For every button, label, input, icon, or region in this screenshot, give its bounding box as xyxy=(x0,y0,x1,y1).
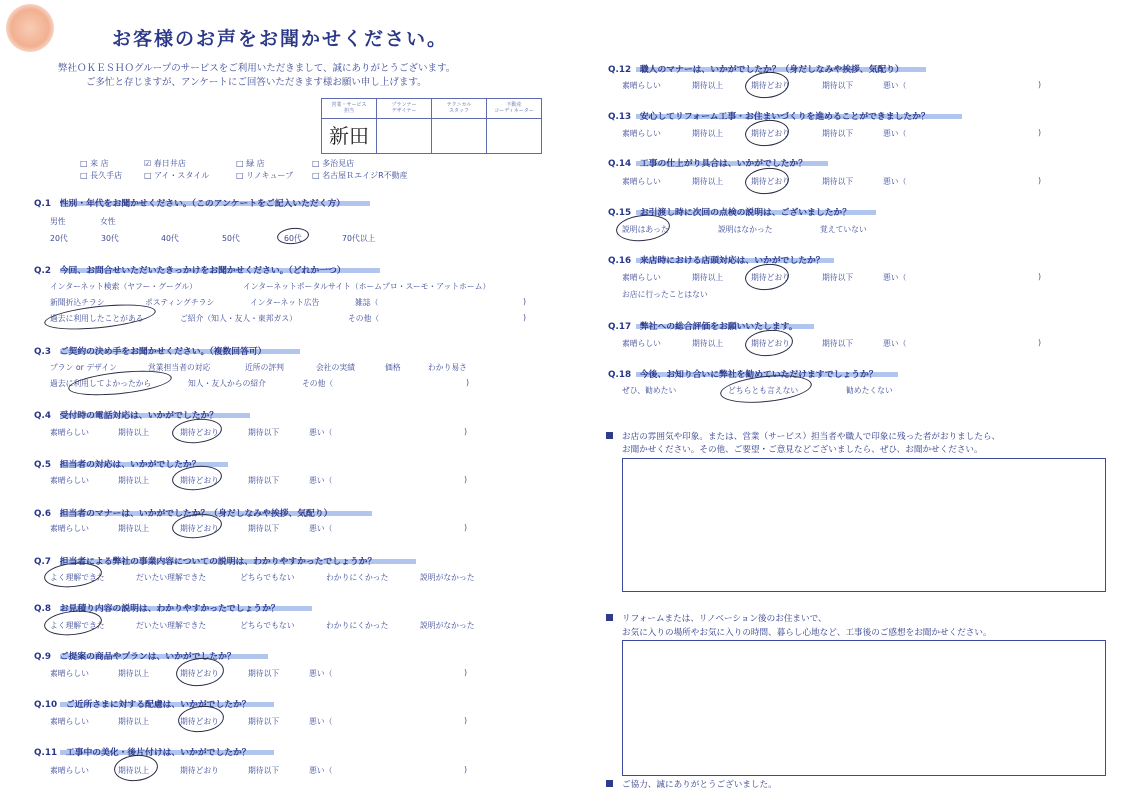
q15-option-not-explained[interactable]: 説明はなかった xyxy=(718,225,773,234)
q10-option-bad[interactable]: 悪い（ xyxy=(309,717,333,726)
staff-header-planner: プランナー デザイナー xyxy=(377,99,432,119)
q8-label: Q.8 お見積り内容の説明は、わかりやすかったでしょうか？ xyxy=(34,604,280,614)
q14-option-expected[interactable]: 期待どおり xyxy=(751,177,790,186)
q5-option-above[interactable]: 期待以上 xyxy=(118,476,150,485)
q4-option-bad[interactable]: 悪い（ xyxy=(309,428,333,437)
q17-label: Q.17 弊社への総合評価をお願いいたします。 xyxy=(608,322,798,332)
q2-option-other[interactable]: その他（ xyxy=(348,314,380,323)
q5-label: Q.5 担当者の対応は、いかがでしたか？ xyxy=(34,460,201,470)
q8-option-none[interactable]: 説明がなかった xyxy=(420,621,475,630)
q3-option-price[interactable]: 価格 xyxy=(385,363,401,372)
store-checkbox-visit[interactable]: □ 来 店 xyxy=(80,159,109,168)
store-label: アイ・スタイル xyxy=(154,171,210,180)
q6-option-expected[interactable]: 期待どおり xyxy=(180,524,219,533)
q11-option-expected[interactable]: 期待どおり xyxy=(180,766,219,775)
q3-option-other[interactable]: その他（ xyxy=(302,379,334,388)
q1-option-30s[interactable]: 30代 xyxy=(101,234,119,243)
answer-circle xyxy=(744,328,794,359)
q3-option-sales[interactable]: 営業担当者の対応 xyxy=(148,363,211,372)
q3-option-plan[interactable]: プラン or デザイン xyxy=(50,363,117,372)
comment1-prompt-line1: お店の雰囲気や印象。または、営業（サービス）担当者や職人で印象に残った者がおりましたら、 xyxy=(622,432,1001,442)
q10-option-below[interactable]: 期待以下 xyxy=(248,717,280,726)
q1-option-70s-plus[interactable]: 70代以上 xyxy=(342,234,376,243)
q12-option-above[interactable]: 期待以上 xyxy=(692,81,724,90)
q9-label: Q.9 ご提案の商品やプランは、いかがでしたか？ xyxy=(34,652,236,662)
q8-option-understood[interactable]: よく理解できた xyxy=(50,621,105,630)
q6-paren-close: ) xyxy=(464,523,468,532)
q5-option-bad[interactable]: 悪い（ xyxy=(309,476,333,485)
q9-option-below[interactable]: 期待以下 xyxy=(248,669,280,678)
q16-option-below[interactable]: 期待以下 xyxy=(822,273,854,282)
q13-paren-close: ) xyxy=(1038,128,1042,137)
q1-option-female[interactable]: 女性 xyxy=(100,217,116,226)
q8-option-neutral[interactable]: どちらでもない xyxy=(240,621,295,630)
store-checkbox-midori[interactable]: □ 緑 店 xyxy=(236,159,265,168)
q6-option-excellent[interactable]: 素晴らしい xyxy=(50,524,89,533)
q18-option-not-recommend[interactable]: 勧めたくない xyxy=(846,386,893,395)
q1-option-20s[interactable]: 20代 xyxy=(50,234,68,243)
q2-option-portal[interactable]: インターネットポータルサイト（ホームプロ・スーモ・アットホーム） xyxy=(243,282,491,291)
staff-table xyxy=(321,98,542,154)
q6-label: Q.6 担当者のマナーは、いかがでしたか？（身だしなみや挨拶、気配り） xyxy=(34,509,333,519)
q2-option-referral[interactable]: ご紹介（知人・友人・東邦ガス） xyxy=(180,314,297,323)
q6-option-above[interactable]: 期待以上 xyxy=(118,524,150,533)
q12-option-bad[interactable]: 悪い（ xyxy=(883,81,907,90)
q11-label: Q.11 工事中の美化・後片付けは、いかがでしたか？ xyxy=(34,748,251,758)
q16-option-above[interactable]: 期待以上 xyxy=(692,273,724,282)
q11-option-below[interactable]: 期待以下 xyxy=(248,766,280,775)
q17-option-below[interactable]: 期待以下 xyxy=(822,339,854,348)
q3-label: Q.3 ご契約の決め手をお聞かせください。（複数回答可） xyxy=(34,347,267,357)
q8-option-unclear[interactable]: わかりにくかった xyxy=(326,621,389,630)
q2-paren-close: ) xyxy=(523,297,527,306)
bullet-square-icon xyxy=(606,432,613,439)
q13-label: Q.13 安心してリフォーム工事・お住まいづくりを進めることができましたか？ xyxy=(608,112,930,122)
q7-option-none[interactable]: 説明がなかった xyxy=(420,573,475,582)
store-label: 緑 店 xyxy=(246,159,265,168)
q8-option-mostly[interactable]: だいたい理解できた xyxy=(136,621,207,630)
bullet-square-icon xyxy=(606,614,613,621)
q16-option-never-visited[interactable]: お店に行ったことはない xyxy=(622,290,708,299)
answer-circle xyxy=(276,226,309,245)
q18-label: Q.18 今後、お知り合いに弊社を勧めていただけますでしょうか？ xyxy=(608,370,878,380)
q7-option-neutral[interactable]: どちらでもない xyxy=(240,573,295,582)
comment2-textarea[interactable] xyxy=(622,640,1106,776)
q16-paren-close: ) xyxy=(1038,272,1042,281)
store-label: 春日井店 xyxy=(153,159,186,168)
store-checkbox-kasugai[interactable]: ☑ 春日井店 xyxy=(144,159,186,168)
q5-option-below[interactable]: 期待以下 xyxy=(248,476,280,485)
q4-option-below[interactable]: 期待以下 xyxy=(248,428,280,437)
q7-option-mostly[interactable]: だいたい理解できた xyxy=(136,573,207,582)
q2-option-posting[interactable]: ポスティングチラシ xyxy=(145,298,215,307)
closing-text: ご協力、誠にありがとうございました。 xyxy=(622,780,777,790)
q14-option-below[interactable]: 期待以下 xyxy=(822,177,854,186)
q3-option-past-good[interactable]: 過去に利用してよかったから xyxy=(50,379,152,388)
staff-header-technical: テクニカル スタッフ xyxy=(432,99,487,119)
handwritten-staff-name: 新田 xyxy=(329,123,369,148)
q9-option-bad[interactable]: 悪い（ xyxy=(309,669,333,678)
bullet-square-icon xyxy=(606,780,613,787)
store-checkbox-istyle[interactable]: □ アイ・スタイル xyxy=(144,171,210,180)
store-label: 長久手店 xyxy=(90,171,123,180)
q5-option-expected[interactable]: 期待どおり xyxy=(180,476,219,485)
q2-option-magazine[interactable]: 雑誌（ xyxy=(355,298,379,307)
q2-option-web-ad[interactable]: インターネット広告 xyxy=(250,298,320,307)
q9-option-above[interactable]: 期待以上 xyxy=(118,669,150,678)
q7-option-understood[interactable]: よく理解できた xyxy=(50,573,105,582)
q17-option-expected[interactable]: 期待どおり xyxy=(751,339,790,348)
answer-circle xyxy=(744,262,790,292)
store-checkbox-nagakute[interactable]: □ 長久手店 xyxy=(80,171,123,180)
q16-label: Q.16 来店時における店頭対応は、いかがでしたか？ xyxy=(608,256,825,266)
q4-label: Q.4 受付時の電話対応は、いかがでしたか？ xyxy=(34,411,219,421)
answer-circle xyxy=(744,166,790,196)
q14-option-bad[interactable]: 悪い（ xyxy=(883,177,907,186)
q13-option-expected[interactable]: 期待どおり xyxy=(751,129,790,138)
q1-option-40s[interactable]: 40代 xyxy=(161,234,179,243)
q1-label: Q.1 性別・年代をお聞かせください。（このアンケートをご記入いただく方） xyxy=(34,199,346,209)
staff-header-sales: 営業・サービス 担当 xyxy=(322,99,377,119)
store-checkbox-renocube[interactable]: □ リノキューブ xyxy=(236,171,294,180)
store-label: リノキューブ xyxy=(246,171,294,180)
store-checkbox-tajimi[interactable]: □ 多治見店 xyxy=(312,159,355,168)
q16-option-excellent[interactable]: 素晴らしい xyxy=(622,273,661,282)
q1-option-60s[interactable]: 60代 xyxy=(284,234,302,243)
q6-option-below[interactable]: 期待以下 xyxy=(248,524,280,533)
comment1-prompt-line2: お聞かせください。その他、ご要望・ご意見などございましたら、ぜひ、お聞かせください。 xyxy=(622,445,983,455)
q17-option-above[interactable]: 期待以上 xyxy=(692,339,724,348)
store-seal-stamp xyxy=(6,4,54,52)
q2-option-flyer[interactable]: 新聞折込チラシ xyxy=(50,298,105,307)
q12-label: Q.12 職人のマナーは、いかがでしたか？（身だしなみや挨拶、気配り） xyxy=(608,65,904,75)
q2-option-past-user[interactable]: 過去に利用したことがある xyxy=(50,314,144,323)
q2-paren-close: ) xyxy=(523,313,527,322)
page-title: お客様のお声をお聞かせください。 xyxy=(112,28,449,50)
q17-option-excellent[interactable]: 素晴らしい xyxy=(622,339,661,348)
q10-option-above[interactable]: 期待以上 xyxy=(118,717,150,726)
q18-option-recommend[interactable]: ぜひ、勧めたい xyxy=(622,386,677,395)
q15-option-dont-remember[interactable]: 覚えていない xyxy=(820,225,867,234)
q1-option-50s[interactable]: 50代 xyxy=(222,234,240,243)
staff-cell-planner[interactable] xyxy=(377,119,432,154)
q9-paren-close: ) xyxy=(464,668,468,677)
q11-option-excellent[interactable]: 素晴らしい xyxy=(50,766,89,775)
q10-option-expected[interactable]: 期待どおり xyxy=(180,717,219,726)
staff-cell-technical[interactable] xyxy=(432,119,487,154)
q12-option-below[interactable]: 期待以下 xyxy=(822,81,854,90)
q3-option-reputation[interactable]: 近所の評判 xyxy=(245,363,284,372)
q4-option-expected[interactable]: 期待どおり xyxy=(180,428,219,437)
staff-cell-sales[interactable] xyxy=(322,119,377,154)
q14-label: Q.14 工事の仕上がり具合は、いかがでしたか？ xyxy=(608,159,808,169)
q3-option-introduction[interactable]: 知人・友人からの紹介 xyxy=(188,379,266,388)
q15-label: Q.15 お引渡し時に次回の点検の説明は、ございましたか？ xyxy=(608,208,851,218)
q1-option-male[interactable]: 男性 xyxy=(50,217,66,226)
q7-label: Q.7 担当者による弊社の事業内容についての説明は、わかりやすかったでしょうか？ xyxy=(34,557,377,567)
q9-option-excellent[interactable]: 素晴らしい xyxy=(50,669,89,678)
q15-option-explained[interactable]: 説明はあった xyxy=(622,225,669,234)
q3-paren-close: ) xyxy=(466,378,470,387)
q14-option-above[interactable]: 期待以上 xyxy=(692,177,724,186)
answer-circle xyxy=(744,118,790,148)
q2-option-search[interactable]: インターネット検索（ヤフー・グーグル） xyxy=(50,282,197,291)
q3-option-record[interactable]: 会社の実績 xyxy=(316,363,355,372)
q17-option-bad[interactable]: 悪い（ xyxy=(883,339,907,348)
q16-option-expected[interactable]: 期待どおり xyxy=(751,273,790,282)
q13-option-above[interactable]: 期待以上 xyxy=(692,129,724,138)
intro-line-2: ご多忙と存じますが、アンケートにご回答いただきます様お願い申し上げます。 xyxy=(86,77,427,88)
q10-label: Q.10 ご近所さまに対する配慮は、いかがでしたか？ xyxy=(34,700,251,710)
q12-paren-close: ) xyxy=(1038,80,1042,89)
q7-option-unclear[interactable]: わかりにくかった xyxy=(326,573,389,582)
q17-paren-close: ) xyxy=(1038,338,1042,347)
q6-option-bad[interactable]: 悪い（ xyxy=(309,524,333,533)
store-label: 多治見店 xyxy=(322,159,355,168)
q11-option-bad[interactable]: 悪い（ xyxy=(309,766,333,775)
q11-option-above[interactable]: 期待以上 xyxy=(118,766,150,775)
comment1-textarea[interactable] xyxy=(622,458,1106,592)
q18-option-neutral[interactable]: どちらとも言えない xyxy=(728,386,799,395)
q14-option-excellent[interactable]: 素晴らしい xyxy=(622,177,661,186)
q11-paren-close: ) xyxy=(464,765,468,774)
q4-option-above[interactable]: 期待以上 xyxy=(118,428,150,437)
q10-paren-close: ) xyxy=(464,716,468,725)
q4-paren-close: ) xyxy=(464,427,468,436)
q13-option-bad[interactable]: 悪い（ xyxy=(883,129,907,138)
staff-header-realestate: 不動産 コーディネーター xyxy=(487,99,542,119)
q13-option-excellent[interactable]: 素晴らしい xyxy=(622,129,661,138)
q9-option-expected[interactable]: 期待どおり xyxy=(180,669,219,678)
q12-option-excellent[interactable]: 素晴らしい xyxy=(622,81,661,90)
q13-option-below[interactable]: 期待以下 xyxy=(822,129,854,138)
q14-paren-close: ) xyxy=(1038,176,1042,185)
q12-option-expected[interactable]: 期待どおり xyxy=(751,81,790,90)
intro-line-1: 弊社ＯＫＥＳＨＯグループのサービスをご利用いただきまして、誠にありがとうございます。 xyxy=(58,63,456,74)
q16-option-bad[interactable]: 悪い（ xyxy=(883,273,907,282)
q4-option-excellent[interactable]: 素晴らしい xyxy=(50,428,89,437)
q5-paren-close: ) xyxy=(464,475,468,484)
comment2-prompt-line1: リフォームまたは、リノベーション後のお住まいで、 xyxy=(622,614,827,624)
staff-cell-realestate[interactable] xyxy=(487,119,542,154)
q5-option-excellent[interactable]: 素晴らしい xyxy=(50,476,89,485)
q2-label: Q.2 今回、お問合せいただいたきっかけをお聞かせください。（どれか一つ） xyxy=(34,266,346,276)
store-label: 名古屋ＲエイジR不動産 xyxy=(322,171,408,180)
q10-option-excellent[interactable]: 素晴らしい xyxy=(50,717,89,726)
comment2-prompt-line2: お気に入りの場所やお気に入りの時間、暮らし心地など、工事後のご感想をお聞かせください。 xyxy=(622,628,992,638)
store-checkbox-nagoya-r[interactable]: □ 名古屋ＲエイジR不動産 xyxy=(312,171,408,180)
q3-option-clarity[interactable]: わかり易さ xyxy=(428,363,467,372)
store-label: 来 店 xyxy=(90,159,109,168)
